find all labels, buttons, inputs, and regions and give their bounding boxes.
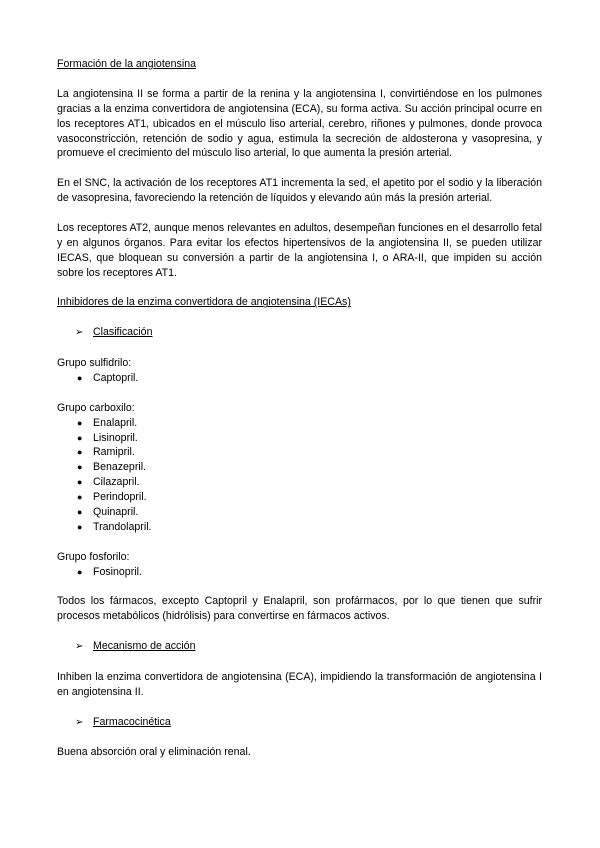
bullet-icon: ● [77,477,83,488]
drug-list-fosforilo [57,565,542,580]
list-item: ● Cilazapril. [77,476,140,489]
bullet-icon: ● [77,521,83,532]
bullet-icon: ● [77,492,83,503]
list-item: ● Enalapril. [77,416,138,429]
paragraph-mecanismo: Inhiben la enzima convertidora de angiotensina (ECA), impidiendo la transformación de angiotensina I en angiotensina II. [57,670,542,698]
list-item: ● Quinapril. [77,506,139,519]
list-item: ● Perindopril. [77,491,147,504]
group-title-sulfidrilo: Grupo sulfidrilo: [57,357,132,370]
paragraph-snc: En el SNC, la activación de los receptores AT1 incrementa la sed, el apetito por el sodio y la liberación de vasopresina, favoreciendo la retención de líquidos y elevando aún más la presión arterial. [57,177,542,205]
list-item: ● Benazepril. [77,461,146,474]
paragraph-profarmacos: Todos los fármacos, excepto Captopril y Enalapril, son profármacos, por lo que tienen que sufrir procesos metabólicos (hidrólisis) para convertirse en fármacos activos. [57,595,542,623]
bullet-icon: ● [77,566,83,577]
section-title-formacion: Formación de la angiotensina [57,58,196,70]
arrow-icon: ➢ [75,327,84,339]
list-item: ● Trandolapril. [77,520,152,533]
paragraph-receptores-at2: Los receptores AT2, aunque menos relevantes en adultos, desempeñan funciones en el desarrollo fetal y en algunos órganos. Para evitar los efectos hipertensivos de la angiotensina II, se pueden utilizar IECAS, que bloquean su conversión a partir de la angiotensina I, o ARA-II, que impiden su acción sobre los receptores AT1. [57,221,542,279]
subheading-clasificacion [57,325,542,341]
arrow-icon: ➢ [75,641,84,653]
drug-list-carboxilo [57,416,542,535]
document-page [57,57,542,760]
bullet-icon: ● [77,462,83,473]
subheading-label: Mecanismo de acción [93,640,196,653]
paragraph-farmacocinetica: Buena absorción oral y eliminación renal. [57,746,251,759]
subheading-farmacocinetica [57,715,542,731]
subheading-label: Clasificación [93,326,153,339]
list-item: ● Lisinopril. [77,431,138,444]
bullet-icon: ● [77,432,83,443]
bullet-icon: ● [77,417,83,428]
group-title-carboxilo: Grupo carboxilo: [57,401,135,414]
bullet-icon: ● [77,507,83,518]
arrow-icon: ➢ [75,716,84,728]
group-title-fosforilo: Grupo fosforilo: [57,550,130,563]
list-item: ● Ramipril. [77,446,135,459]
bullet-icon: ● [77,372,83,383]
subheading-label: Farmacocinética [93,715,171,728]
section-title-iecas: Inhibidores de la enzima convertidora de angiotensina (IECAs) [57,296,351,309]
list-item: ● Fosinopril. [77,565,142,578]
bullet-icon: ● [77,447,83,458]
subheading-mecanismo [57,639,542,655]
paragraph-angiotensina-ii: La angiotensina II se forma a partir de la renina y la angiotensina I, convirtiéndose en los pulmones gracias a la enzima convertidora de angiotensina (ECA), su forma activa. Su acción principal ocurre en los receptores AT1, ubicados en el músculo liso arterial, cerebro, riñones y pulmones, donde provoca vasoconstricción, retención de sodio y agua, estimula la secreción de aldosterona y vasopresina, y promueve el crecimiento del músculo liso arterial, lo que aumenta la presión arterial. [57,87,542,160]
drug-list-sulfidrilo [57,371,542,386]
list-item: ● Captopril. [77,371,139,384]
